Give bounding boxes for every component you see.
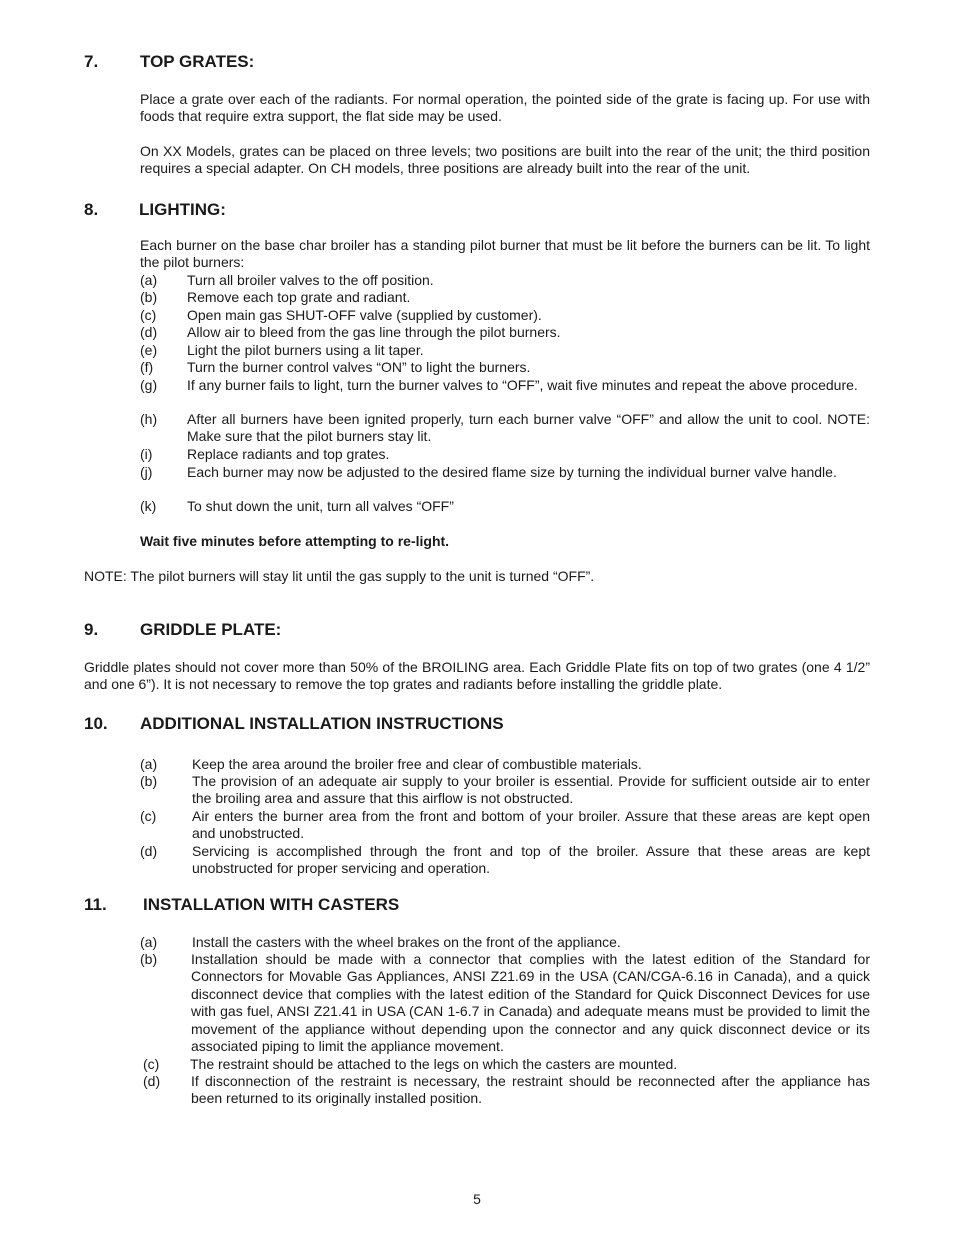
list-item-label: (f) [140, 359, 154, 375]
section-11-number: 11. [84, 895, 107, 914]
list-item-label: (a) [140, 934, 158, 950]
list-item-label: (b) [140, 773, 158, 789]
page-number: 5 [473, 1191, 481, 1207]
list-item-text: Remove each top grate and radiant. [187, 289, 411, 305]
section-7-title: TOP GRATES: [140, 52, 255, 71]
list-item-text: Turn all broiler valves to the off position. [187, 272, 434, 288]
list-item-text: Install the casters with the wheel brakes on the front of the appliance. [192, 934, 621, 950]
section-11-title: INSTALLATION WITH CASTERS [143, 895, 400, 914]
list-item-text: Air enters the burner area from the front and bottom of your broiler. Assure that these areas are kept open and unobstructed. [192, 808, 870, 842]
list-item-text: Servicing is accomplished through the front and top of the broiler. Assure that these areas are kept unobstructed for proper servicing and operation. [192, 843, 870, 877]
list-item-text: Turn the burner control valves “ON” to light the burners. [187, 359, 531, 375]
list-item-label: (a) [140, 272, 158, 288]
list-item-text: Open main gas SHUT-OFF valve (supplied by customer). [187, 307, 542, 323]
list-item-text: To shut down the unit, turn all valves “OFF” [187, 498, 454, 514]
list-item-text: Replace radiants and top grates. [187, 446, 390, 462]
section-9-number: 9. [84, 620, 99, 639]
section-9-paragraph: Griddle plates should not cover more than 50% of the BROILING area. Each Griddle Plate fits on top of two grates (one 4 1/2” and one 6”). It is not necessary to remove the top grates and radiants before installing the griddle plate. [84, 659, 870, 693]
section-10-title: ADDITIONAL INSTALLATION INSTRUCTIONS [140, 714, 504, 733]
list-item-text: If disconnection of the restraint is necessary, the restraint should be reconnected after the appliance has been returned to its originally installed position. [191, 1073, 870, 1107]
list-item-label: (i) [140, 446, 153, 462]
list-item-text: After all burners have been ignited properly, turn each burner valve “OFF” and allow the unit to cool. NOTE: Make sure that the pilot burners stay lit. [187, 411, 870, 445]
list-item-label: (c) [140, 808, 157, 824]
list-item-text: The restraint should be attached to the legs on which the casters are mounted. [190, 1056, 678, 1072]
list-item-label: (j) [140, 464, 153, 480]
list-item-label: (b) [140, 289, 158, 305]
list-item-label: (d) [140, 324, 158, 340]
list-item-text: Keep the area around the broiler free and clear of combustible materials. [192, 756, 642, 772]
section-7-paragraph-1: Place a grate over each of the radiants. For normal operation, the pointed side of the grate is facing up. For use with foods that require extra support, the flat side may be used. [140, 91, 870, 125]
list-item-label: (c) [143, 1056, 160, 1072]
section-7-number: 7. [84, 52, 99, 71]
list-item-label: (b) [140, 951, 158, 967]
list-item-text: Each burner may now be adjusted to the desired flame size by turning the individual burner valve handle. [187, 464, 837, 480]
section-10-number: 10. [84, 714, 108, 733]
section-8-title: LIGHTING: [139, 200, 226, 219]
list-item-label: (d) [140, 843, 158, 859]
section-8-intro: Each burner on the base char broiler has a standing pilot burner that must be lit before the burners can be lit. To light the pilot burners: [140, 237, 870, 271]
list-item-text: Allow air to bleed from the gas line through the pilot burners. [187, 324, 561, 340]
section-7-paragraph-2: On XX Models, grates can be placed on three levels; two positions are built into the rear of the unit; the third position requires a special adapter. On CH models, three positions are already built into the rear of the unit. [140, 143, 870, 177]
pilot-note: NOTE: The pilot burners will stay lit until the gas supply to the unit is turned “OFF”. [84, 568, 595, 584]
list-item-label: (k) [140, 498, 157, 514]
list-item-text: The provision of an adequate air supply to your broiler is essential. Provide for sufficient outside air to enter the broiling area and assure that this airflow is not obstructed. [192, 773, 870, 807]
list-item-text: If any burner fails to light, turn the burner valves to “OFF”, wait five minutes and repeat the above procedure. [187, 377, 858, 393]
relight-warning: Wait five minutes before attempting to re-light. [140, 533, 450, 549]
section-8-number: 8. [84, 200, 99, 219]
section-9-title: GRIDDLE PLATE: [140, 620, 282, 639]
list-item-text: Installation should be made with a connector that complies with the latest edition of the Standard for Connectors for Movable Gas Appliances, ANSI Z21.69 in the USA (CAN/CGA-6.16 in Canada), and a quick disconnect device that complies with the latest edition of the Standard for Quick Disconnect Devices for use with gas fuel, ANSI Z21.41 in USA (CAN 1-6.7 in Canada) and adequate means must be provided to limit the movement of the appliance without depending upon the connector and any quick disconnect device or its associated piping to limit the appliance movement. [191, 951, 870, 1055]
list-item-label: (a) [140, 756, 158, 772]
list-item-label: (d) [143, 1073, 161, 1089]
list-item-text: Light the pilot burners using a lit taper. [187, 342, 424, 358]
list-item-label: (e) [140, 342, 158, 358]
list-item-label: (c) [140, 307, 157, 323]
list-item-label: (g) [140, 377, 158, 393]
list-item-label: (h) [140, 411, 158, 427]
